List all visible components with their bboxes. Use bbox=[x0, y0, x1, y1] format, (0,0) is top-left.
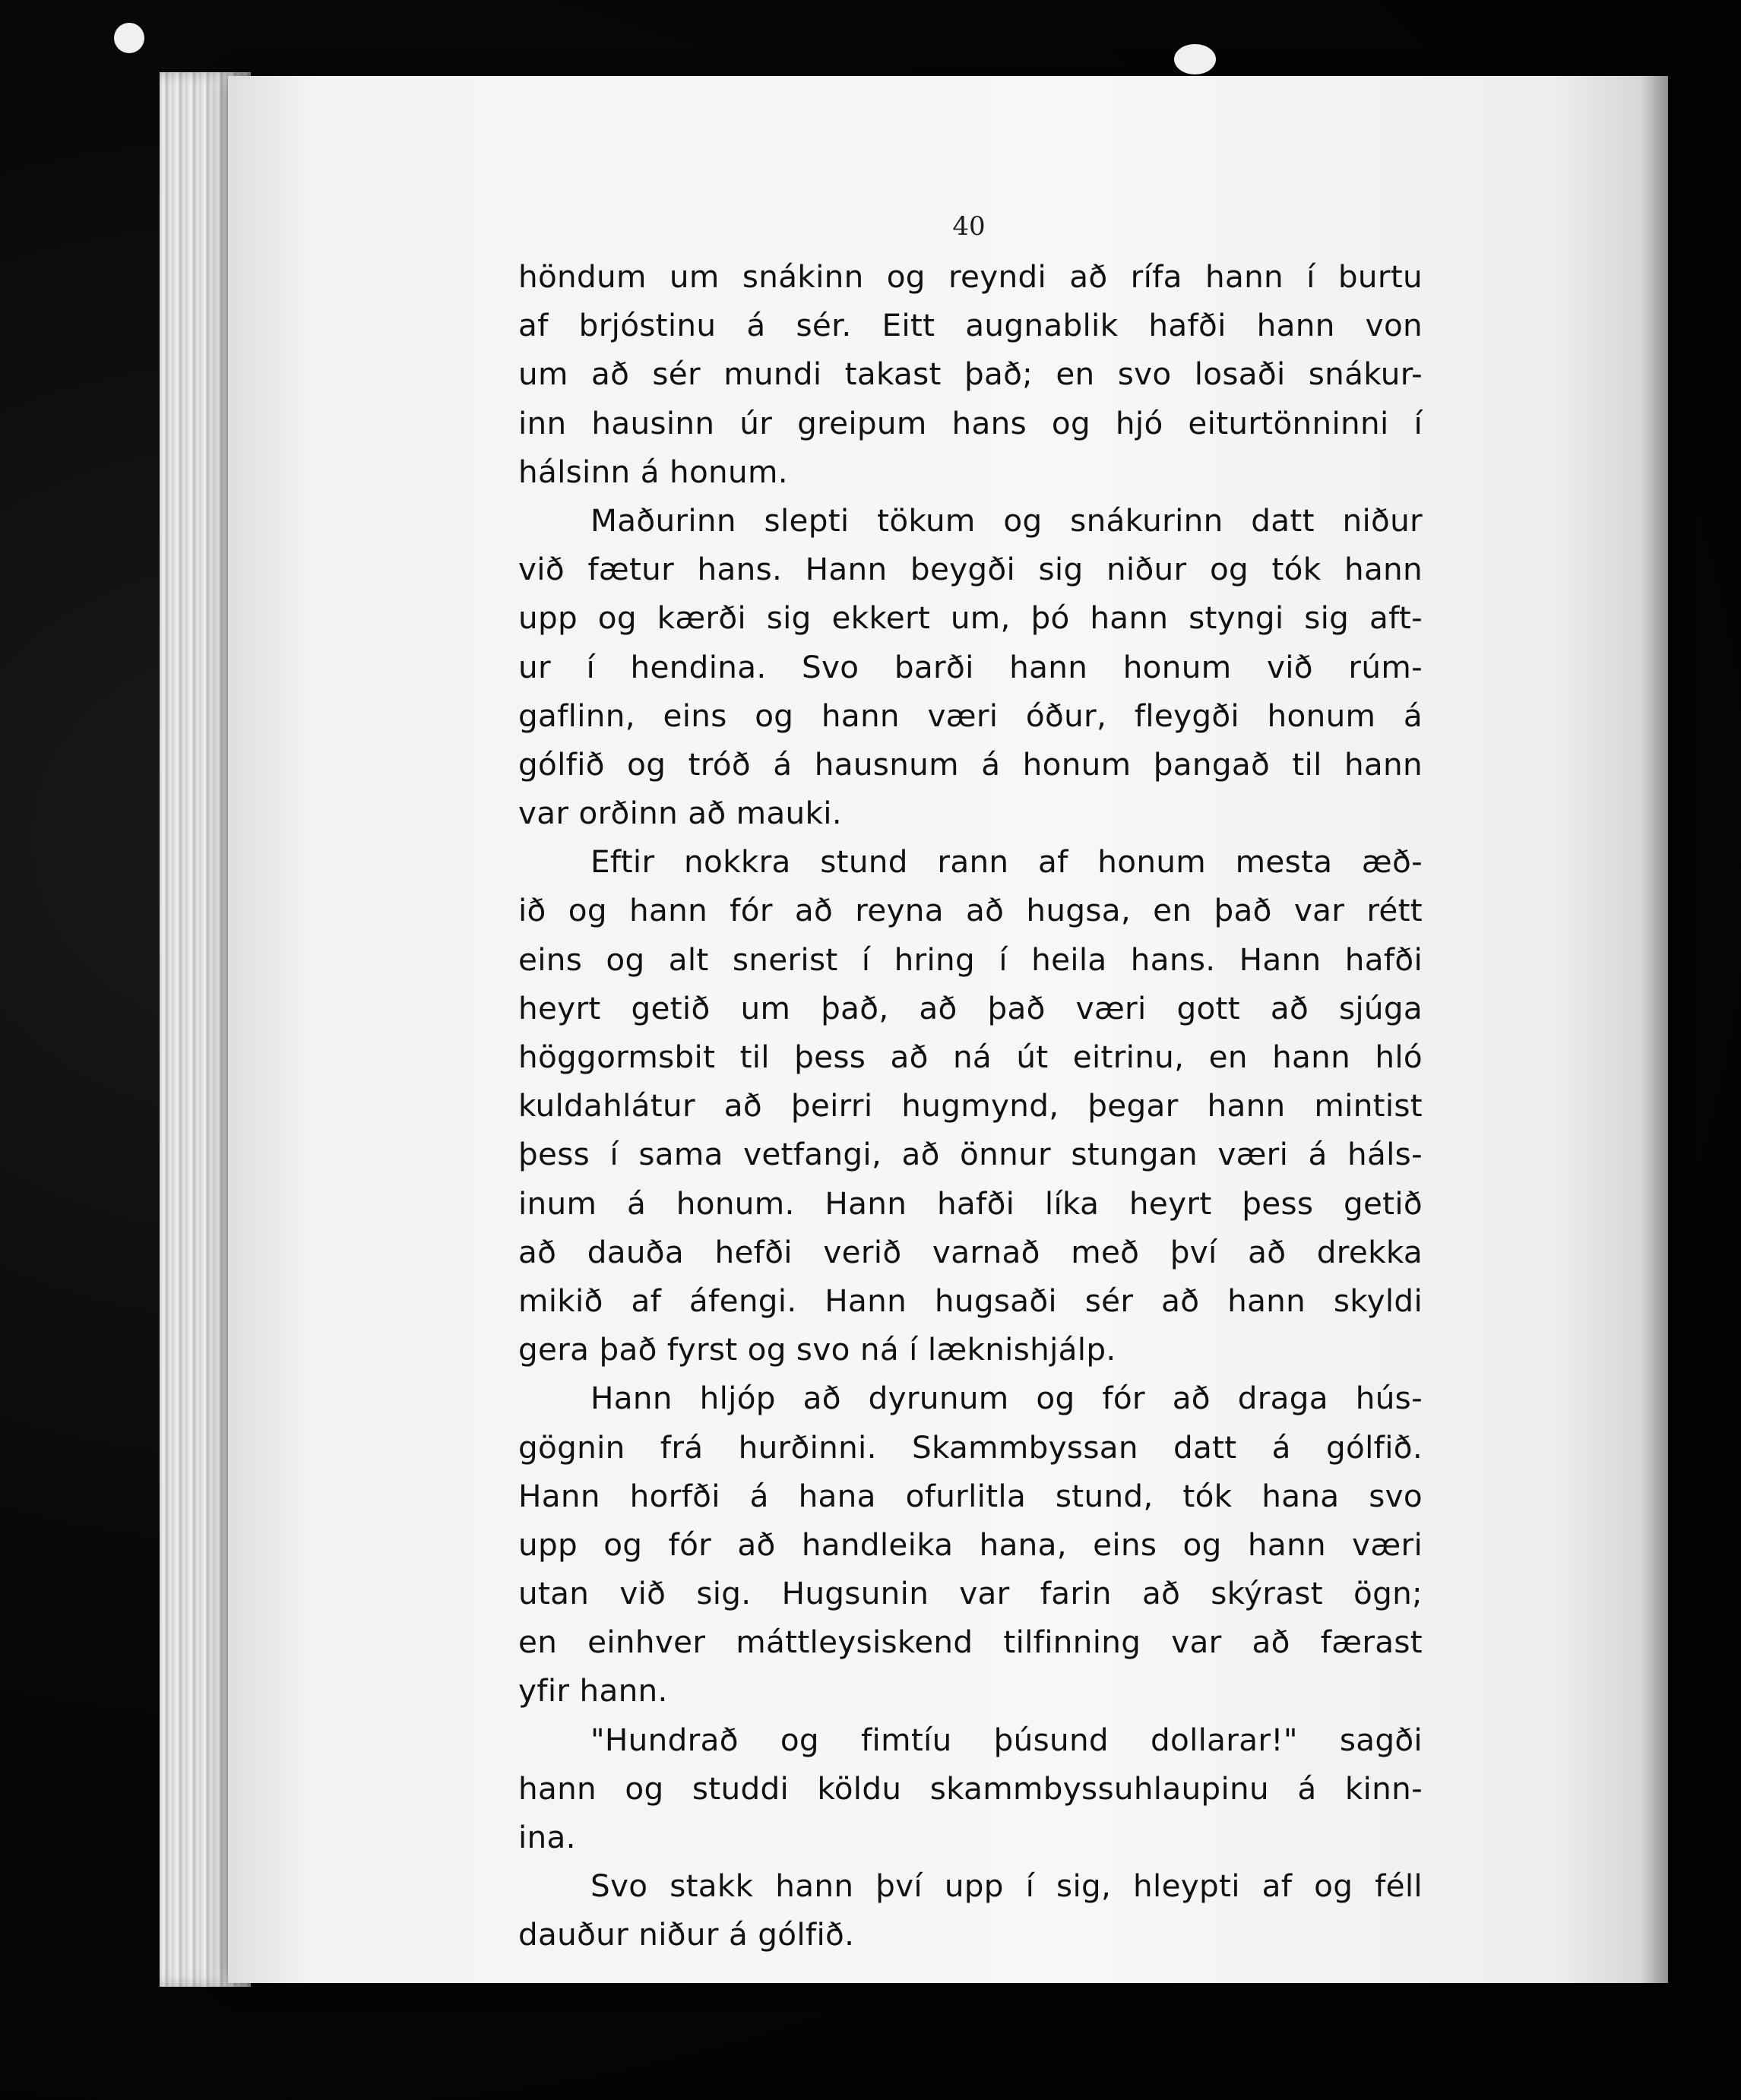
text-line: upp og fór að handleika hana, eins og hann væri bbox=[518, 1526, 1423, 1563]
text-line: Maðurinn slepti tökum og snákurinn datt niður bbox=[590, 501, 1423, 539]
text-line: en einhver máttleysiskend tilfinning var að færast bbox=[518, 1624, 1423, 1661]
text-line: kuldahlátur að þeirri hugmynd, þegar hann mintist bbox=[518, 1087, 1423, 1124]
text-line: um að sér mundi takast það; en svo losaði snákur- bbox=[518, 356, 1423, 393]
text-line: þess í sama vetfangi, að önnur stungan væri á háls- bbox=[518, 1136, 1423, 1173]
scan-speck bbox=[1174, 44, 1216, 74]
text-line: upp og kærði sig ekkert um, þó hann styngi sig aft- bbox=[518, 599, 1423, 637]
text-line: heyrt getið um það, að það væri gott að sjúga bbox=[518, 989, 1423, 1026]
text-line: utan við sig. Hugsunin var farin að skýrast ögn; bbox=[518, 1575, 1423, 1612]
text-line: gögnin frá hurðinni. Skammbyssan datt á gólfið. bbox=[518, 1428, 1423, 1466]
text-line: Hann hljóp að dyrunum og fór að draga hús- bbox=[590, 1380, 1423, 1417]
page-number: 40 bbox=[952, 211, 986, 242]
text-line: dauður niður á gólfið. bbox=[518, 1916, 855, 1953]
text-line: af brjóstinu á sér. Eitt augnablik hafði hann von bbox=[518, 307, 1423, 344]
text-line: ið og hann fór að reyna að hugsa, en það var rétt bbox=[518, 892, 1423, 929]
text-line: "Hundrað og fimtíu þúsund dollarar!" sagði bbox=[590, 1721, 1423, 1758]
text-line: inn hausinn úr greipum hans og hjó eiturtönninni í bbox=[518, 404, 1423, 441]
text-line: hálsinn á honum. bbox=[518, 453, 788, 490]
text-line: inum á honum. Hann hafði líka heyrt þess getið bbox=[518, 1184, 1423, 1222]
page-gutter-shadow bbox=[1641, 76, 1672, 1983]
text-line: að dauða hefði verið varnað með því að drekka bbox=[518, 1233, 1423, 1270]
scan-speck bbox=[114, 23, 144, 53]
text-line: mikið af áfengi. Hann hugsaði sér að hann skyldi bbox=[518, 1282, 1423, 1319]
body-text bbox=[518, 252, 1423, 1959]
text-line: Hann horfði á hana ofurlitla stund, tók hana svo bbox=[518, 1477, 1423, 1514]
text-line: gólfið og tróð á hausnum á honum þangað til hann bbox=[518, 745, 1423, 783]
text-line: ur í hendina. Svo barði hann honum við rúm- bbox=[518, 648, 1423, 685]
text-line: gera það fyrst og svo ná í læknishjálp. bbox=[518, 1331, 1116, 1368]
text-line: við fætur hans. Hann beygði sig niður og tók hann bbox=[518, 551, 1423, 588]
text-line: ina. bbox=[518, 1819, 576, 1855]
text-line: hann og studdi köldu skammbyssuhlaupinu á kinn- bbox=[518, 1770, 1423, 1807]
text-line: gaflinn, eins og hann væri óður, fleygði honum á bbox=[518, 697, 1423, 734]
text-line: yfir hann. bbox=[518, 1672, 668, 1709]
text-line: Svo stakk hann því upp í sig, hleypti af og féll bbox=[590, 1868, 1423, 1905]
text-line: var orðinn að mauki. bbox=[518, 795, 842, 832]
text-line: Eftir nokkra stund rann af honum mesta æð- bbox=[590, 843, 1423, 881]
text-line: höndum um snákinn og reyndi að rífa hann í burtu bbox=[518, 258, 1423, 295]
text-line: höggormsbit til þess að ná út eitrinu, en hann hló bbox=[518, 1039, 1423, 1075]
text-line: eins og alt snerist í hring í heila hans. Hann hafði bbox=[518, 941, 1423, 978]
